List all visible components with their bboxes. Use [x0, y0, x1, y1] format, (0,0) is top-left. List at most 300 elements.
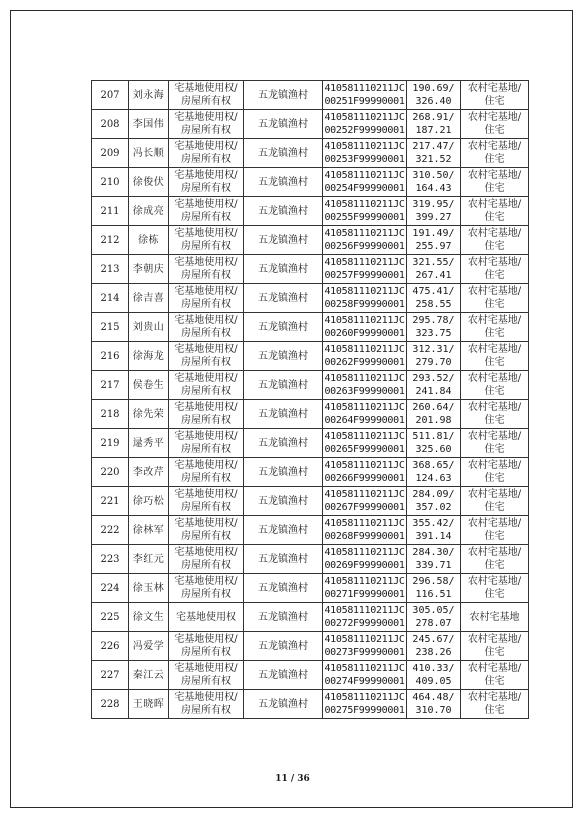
area-values-line: 279.70 [415, 357, 452, 368]
land-use-line: 住宅 [484, 386, 505, 397]
right-type-line: 房屋所有权 [181, 444, 231, 455]
area-values-cell [407, 516, 461, 545]
owner-name-cell: 徐文生 [129, 603, 169, 632]
area-values-line: 293.52/ [412, 373, 455, 384]
area-values-line: 296.58/ [412, 576, 455, 587]
land-use-line: 住宅 [484, 241, 505, 252]
land-use-cell [461, 603, 529, 632]
right-type-cell [169, 632, 244, 661]
parcel-code-line: 410581110211JC [324, 692, 405, 703]
land-use-line: 住宅 [484, 473, 505, 484]
parcel-code-line: 410581110211JC [324, 518, 405, 529]
parcel-code-line: 00253F99990001 [324, 154, 405, 165]
parcel-code-cell [323, 197, 407, 226]
location-cell: 五龙镇渔村 [244, 342, 323, 371]
row-number-cell: 219 [92, 429, 129, 458]
right-type-line: 宅基地使用权/ [174, 315, 238, 326]
owner-name-cell: 徐玉林 [129, 574, 169, 603]
right-type-line: 房屋所有权 [181, 647, 231, 658]
owner-name-cell: 王晓晖 [129, 690, 169, 719]
parcel-code-line: 00254F99990001 [324, 183, 405, 194]
area-values-cell [407, 545, 461, 574]
land-use-line: 住宅 [484, 589, 505, 600]
owner-name-cell: 刘永海 [129, 81, 169, 110]
right-type-line: 房屋所有权 [181, 676, 231, 687]
land-use-cell [461, 313, 529, 342]
right-type-cell [169, 661, 244, 690]
land-use-cell [461, 226, 529, 255]
row-number-cell: 226 [92, 632, 129, 661]
area-values-line: 511.81/ [412, 431, 455, 442]
right-type-line: 房屋所有权 [181, 502, 231, 513]
parcel-code-line: 410581110211JC [324, 663, 405, 674]
row-number-cell: 224 [92, 574, 129, 603]
location-cell: 五龙镇渔村 [244, 632, 323, 661]
table-row [92, 516, 529, 545]
parcel-code-line: 410581110211JC [324, 634, 405, 645]
owner-name-cell: 冯爱学 [129, 632, 169, 661]
parcel-code-line: 00263F99990001 [324, 386, 405, 397]
parcel-code-line: 410581110211JC [324, 547, 405, 558]
table-row [92, 110, 529, 139]
parcel-code-line: 410581110211JC [324, 315, 405, 326]
parcel-code-line: 410581110211JC [324, 286, 405, 297]
parcel-code-line: 410581110211JC [324, 402, 405, 413]
table-row [92, 255, 529, 284]
location-cell: 五龙镇渔村 [244, 400, 323, 429]
land-use-cell [461, 400, 529, 429]
right-type-cell [169, 545, 244, 574]
right-type-cell [169, 603, 244, 632]
right-type-cell [169, 574, 244, 603]
parcel-code-line: 410581110211JC [324, 576, 405, 587]
row-number-cell: 208 [92, 110, 129, 139]
right-type-line: 宅基地使用权/ [174, 547, 238, 558]
parcel-code-cell [323, 400, 407, 429]
right-type-line: 宅基地使用权/ [174, 489, 238, 500]
land-use-cell [461, 545, 529, 574]
area-values-cell [407, 168, 461, 197]
parcel-code-line: 410581110211JC [324, 489, 405, 500]
right-type-line: 房屋所有权 [181, 212, 231, 223]
land-use-cell [461, 110, 529, 139]
row-number-cell: 210 [92, 168, 129, 197]
table-row [92, 342, 529, 371]
row-number-cell: 216 [92, 342, 129, 371]
land-use-cell [461, 429, 529, 458]
area-values-line: 409.05 [415, 676, 452, 687]
land-use-line: 农村宅基地/ [467, 286, 522, 297]
area-values-cell [407, 400, 461, 429]
parcel-code-line: 410581110211JC [324, 257, 405, 268]
land-use-line: 住宅 [484, 212, 505, 223]
owner-name-cell: 徐巧松 [129, 487, 169, 516]
land-use-line: 住宅 [484, 357, 505, 368]
location-cell: 五龙镇渔村 [244, 574, 323, 603]
right-type-line: 宅基地使用权/ [174, 199, 238, 210]
row-number-cell: 221 [92, 487, 129, 516]
area-values-line: 284.09/ [412, 489, 455, 500]
right-type-line: 房屋所有权 [181, 154, 231, 165]
table-row [92, 603, 529, 632]
area-values-line: 260.64/ [412, 402, 455, 413]
owner-name-cell: 李改芹 [129, 458, 169, 487]
area-values-cell [407, 429, 461, 458]
land-use-line: 农村宅基地/ [467, 431, 522, 442]
table-row [92, 168, 529, 197]
right-type-line: 宅基地使用权 [176, 611, 236, 623]
owner-name-cell: 秦江云 [129, 661, 169, 690]
owner-name-cell: 李国伟 [129, 110, 169, 139]
table-row [92, 371, 529, 400]
area-values-line: 164.43 [415, 183, 452, 194]
parcel-code-cell [323, 487, 407, 516]
area-values-line: 258.55 [415, 299, 452, 310]
land-use-line: 住宅 [484, 270, 505, 281]
owner-name-cell: 李红元 [129, 545, 169, 574]
land-use-line: 农村宅基地/ [467, 141, 522, 152]
land-use-cell [461, 574, 529, 603]
right-type-line: 房屋所有权 [181, 241, 231, 252]
row-number-cell: 228 [92, 690, 129, 719]
area-values-line: 325.60 [415, 444, 452, 455]
area-values-line: 319.95/ [412, 199, 455, 210]
area-values-line: 238.26 [415, 647, 452, 658]
area-values-cell [407, 226, 461, 255]
parcel-code-line: 00274F99990001 [324, 676, 405, 687]
right-type-line: 宅基地使用权/ [174, 141, 238, 152]
parcel-code-line: 00262F99990001 [324, 357, 405, 368]
parcel-code-line: 00271F99990001 [324, 589, 405, 600]
area-values-line: 255.97 [415, 241, 452, 252]
right-type-line: 房屋所有权 [181, 125, 231, 136]
parcel-code-cell [323, 603, 407, 632]
parcel-code-cell [323, 284, 407, 313]
row-number-cell: 227 [92, 661, 129, 690]
right-type-line: 房屋所有权 [181, 560, 231, 571]
owner-name-cell: 冯长顺 [129, 139, 169, 168]
parcel-code-line: 00265F99990001 [324, 444, 405, 455]
land-use-line: 住宅 [484, 415, 505, 426]
right-type-line: 房屋所有权 [181, 705, 231, 716]
right-type-line: 宅基地使用权/ [174, 257, 238, 268]
right-type-cell [169, 139, 244, 168]
land-use-line: 农村宅基地/ [467, 373, 522, 384]
area-values-line: 284.30/ [412, 547, 455, 558]
location-cell: 五龙镇渔村 [244, 197, 323, 226]
location-cell: 五龙镇渔村 [244, 603, 323, 632]
area-values-line: 368.65/ [412, 460, 455, 471]
row-number-cell: 222 [92, 516, 129, 545]
right-type-cell [169, 690, 244, 719]
land-use-line: 住宅 [484, 96, 505, 107]
right-type-cell [169, 197, 244, 226]
land-use-line: 农村宅基地/ [467, 315, 522, 326]
location-cell: 五龙镇渔村 [244, 371, 323, 400]
parcel-code-line: 410581110211JC [324, 228, 405, 239]
area-values-cell [407, 110, 461, 139]
area-values-cell [407, 487, 461, 516]
area-values-line: 326.40 [415, 96, 452, 107]
parcel-code-line: 410581110211JC [324, 460, 405, 471]
right-type-line: 房屋所有权 [181, 386, 231, 397]
land-use-line: 农村宅基地/ [467, 344, 522, 355]
parcel-code-line: 410581110211JC [324, 431, 405, 442]
area-values-line: 245.67/ [412, 634, 455, 645]
area-values-line: 201.98 [415, 415, 452, 426]
table-row [92, 545, 529, 574]
parcel-code-cell [323, 168, 407, 197]
right-type-cell [169, 313, 244, 342]
right-type-cell [169, 255, 244, 284]
parcel-code-line: 00258F99990001 [324, 299, 405, 310]
right-type-line: 宅基地使用权/ [174, 518, 238, 529]
area-values-cell [407, 81, 461, 110]
parcel-code-cell [323, 342, 407, 371]
location-cell: 五龙镇渔村 [244, 516, 323, 545]
area-values-line: 312.31/ [412, 344, 455, 355]
land-use-line: 农村宅基地/ [467, 663, 522, 674]
parcel-code-cell [323, 139, 407, 168]
parcel-code-cell [323, 632, 407, 661]
location-cell: 五龙镇渔村 [244, 313, 323, 342]
right-type-cell [169, 226, 244, 255]
parcel-code-line: 00275F99990001 [324, 705, 405, 716]
area-values-cell [407, 458, 461, 487]
land-use-line: 农村宅基地/ [467, 634, 522, 645]
land-use-line: 农村宅基地/ [467, 460, 522, 471]
land-use-line: 农村宅基地/ [467, 83, 522, 94]
right-type-line: 房屋所有权 [181, 328, 231, 339]
land-use-line: 住宅 [484, 647, 505, 658]
land-use-cell [461, 284, 529, 313]
location-cell: 五龙镇渔村 [244, 81, 323, 110]
land-use-line: 住宅 [484, 676, 505, 687]
parcel-code-cell [323, 255, 407, 284]
parcel-code-cell [323, 371, 407, 400]
area-values-cell [407, 632, 461, 661]
land-use-line: 农村宅基地/ [467, 199, 522, 210]
table-row [92, 400, 529, 429]
land-use-line: 农村宅基地/ [467, 518, 522, 529]
location-cell: 五龙镇渔村 [244, 139, 323, 168]
row-number-cell: 220 [92, 458, 129, 487]
parcel-code-line: 410581110211JC [324, 605, 405, 616]
owner-name-cell: 侯卷生 [129, 371, 169, 400]
row-number-cell: 217 [92, 371, 129, 400]
area-values-line: 464.48/ [412, 692, 455, 703]
table-row [92, 139, 529, 168]
parcel-code-line: 410581110211JC [324, 112, 405, 123]
owner-name-cell: 徐林军 [129, 516, 169, 545]
owner-name-cell: 李朝庆 [129, 255, 169, 284]
row-number-cell: 212 [92, 226, 129, 255]
table-row [92, 487, 529, 516]
table-row [92, 458, 529, 487]
right-type-line: 宅基地使用权/ [174, 692, 238, 703]
location-cell: 五龙镇渔村 [244, 255, 323, 284]
area-values-line: 241.84 [415, 386, 452, 397]
parcel-code-cell [323, 226, 407, 255]
right-type-cell [169, 400, 244, 429]
right-type-line: 房屋所有权 [181, 96, 231, 107]
parcel-code-cell [323, 458, 407, 487]
parcel-code-line: 00264F99990001 [324, 415, 405, 426]
parcel-code-line: 410581110211JC [324, 141, 405, 152]
location-cell: 五龙镇渔村 [244, 110, 323, 139]
table-row [92, 81, 529, 110]
land-use-cell [461, 661, 529, 690]
parcel-code-line: 00251F99990001 [324, 96, 405, 107]
land-use-line: 农村宅基地/ [467, 547, 522, 558]
table-row [92, 313, 529, 342]
row-number-cell: 223 [92, 545, 129, 574]
right-type-line: 房屋所有权 [181, 589, 231, 600]
right-type-cell [169, 168, 244, 197]
area-values-line: 267.41 [415, 270, 452, 281]
right-type-line: 宅基地使用权/ [174, 112, 238, 123]
owner-name-cell: 刘贵山 [129, 313, 169, 342]
area-values-line: 268.91/ [412, 112, 455, 123]
location-cell: 五龙镇渔村 [244, 168, 323, 197]
area-values-line: 310.70 [415, 705, 452, 716]
land-use-line: 农村宅基地/ [467, 257, 522, 268]
area-values-line: 190.69/ [412, 83, 455, 94]
parcel-code-line: 00255F99990001 [324, 212, 405, 223]
right-type-cell [169, 342, 244, 371]
right-type-line: 房屋所有权 [181, 531, 231, 542]
area-values-line: 187.21 [415, 125, 452, 136]
right-type-line: 宅基地使用权/ [174, 576, 238, 587]
area-values-cell [407, 255, 461, 284]
table-row [92, 661, 529, 690]
location-cell: 五龙镇渔村 [244, 458, 323, 487]
land-use-line: 农村宅基地 [469, 611, 520, 623]
right-type-line: 宅基地使用权/ [174, 83, 238, 94]
table-row [92, 574, 529, 603]
land-use-cell [461, 81, 529, 110]
parcel-code-line: 410581110211JC [324, 344, 405, 355]
land-use-cell [461, 487, 529, 516]
parcel-code-line: 00272F99990001 [324, 618, 405, 629]
area-values-line: 191.49/ [412, 228, 455, 239]
parcel-code-line: 00256F99990001 [324, 241, 405, 252]
right-type-line: 宅基地使用权/ [174, 373, 238, 384]
parcel-code-line: 00257F99990001 [324, 270, 405, 281]
row-number-cell: 209 [92, 139, 129, 168]
right-type-line: 房屋所有权 [181, 299, 231, 310]
area-values-cell [407, 371, 461, 400]
parcel-code-cell [323, 690, 407, 719]
table-row [92, 690, 529, 719]
area-values-line: 321.52 [415, 154, 452, 165]
page-number: 11 / 36 [275, 774, 310, 784]
register-table [91, 80, 529, 719]
area-values-cell [407, 690, 461, 719]
location-cell: 五龙镇渔村 [244, 487, 323, 516]
right-type-line: 房屋所有权 [181, 183, 231, 194]
area-values-line: 410.33/ [412, 663, 455, 674]
row-number-cell: 218 [92, 400, 129, 429]
parcel-code-cell [323, 516, 407, 545]
land-use-line: 住宅 [484, 154, 505, 165]
right-type-cell [169, 81, 244, 110]
row-number-cell: 213 [92, 255, 129, 284]
right-type-line: 宅基地使用权/ [174, 286, 238, 297]
land-use-cell [461, 139, 529, 168]
right-type-cell [169, 429, 244, 458]
owner-name-cell: 徐俊伏 [129, 168, 169, 197]
parcel-code-line: 00252F99990001 [324, 125, 405, 136]
parcel-code-cell [323, 81, 407, 110]
area-values-line: 399.27 [415, 212, 452, 223]
land-use-line: 住宅 [484, 444, 505, 455]
land-use-line: 农村宅基地/ [467, 692, 522, 703]
land-use-line: 住宅 [484, 531, 505, 542]
right-type-line: 宅基地使用权/ [174, 431, 238, 442]
parcel-code-line: 00269F99990001 [324, 560, 405, 571]
land-use-line: 农村宅基地/ [467, 402, 522, 413]
right-type-line: 宅基地使用权/ [174, 228, 238, 239]
land-use-cell [461, 342, 529, 371]
land-use-cell [461, 255, 529, 284]
land-use-line: 农村宅基地/ [467, 228, 522, 239]
location-cell: 五龙镇渔村 [244, 690, 323, 719]
location-cell: 五龙镇渔村 [244, 545, 323, 574]
parcel-code-line: 410581110211JC [324, 373, 405, 384]
table-row [92, 197, 529, 226]
right-type-line: 宅基地使用权/ [174, 170, 238, 181]
land-use-line: 农村宅基地/ [467, 489, 522, 500]
parcel-code-cell [323, 429, 407, 458]
land-use-line: 农村宅基地/ [467, 112, 522, 123]
land-use-line: 住宅 [484, 299, 505, 310]
right-type-cell [169, 487, 244, 516]
owner-name-cell: 徐栋 [129, 226, 169, 255]
parcel-code-line: 00268F99990001 [324, 531, 405, 542]
parcel-code-cell [323, 313, 407, 342]
land-use-line: 住宅 [484, 328, 505, 339]
table-row [92, 632, 529, 661]
land-use-cell [461, 690, 529, 719]
area-values-line: 339.71 [415, 560, 452, 571]
table-body [92, 81, 529, 719]
land-use-cell [461, 168, 529, 197]
owner-name-cell: 逯秀平 [129, 429, 169, 458]
right-type-line: 房屋所有权 [181, 473, 231, 484]
parcel-code-cell [323, 661, 407, 690]
parcel-code-line: 00273F99990001 [324, 647, 405, 658]
row-number-cell: 207 [92, 81, 129, 110]
right-type-line: 房屋所有权 [181, 270, 231, 281]
land-use-line: 住宅 [484, 125, 505, 136]
area-values-line: 357.02 [415, 502, 452, 513]
area-values-line: 217.47/ [412, 141, 455, 152]
right-type-cell [169, 110, 244, 139]
parcel-code-line: 00266F99990001 [324, 473, 405, 484]
right-type-cell [169, 458, 244, 487]
table-row [92, 284, 529, 313]
table-row [92, 429, 529, 458]
area-values-line: 124.63 [415, 473, 452, 484]
location-cell: 五龙镇渔村 [244, 429, 323, 458]
land-use-line: 农村宅基地/ [467, 170, 522, 181]
parcel-code-line: 410581110211JC [324, 83, 405, 94]
table-row [92, 226, 529, 255]
area-values-line: 475.41/ [412, 286, 455, 297]
right-type-cell [169, 284, 244, 313]
land-use-line: 住宅 [484, 705, 505, 716]
